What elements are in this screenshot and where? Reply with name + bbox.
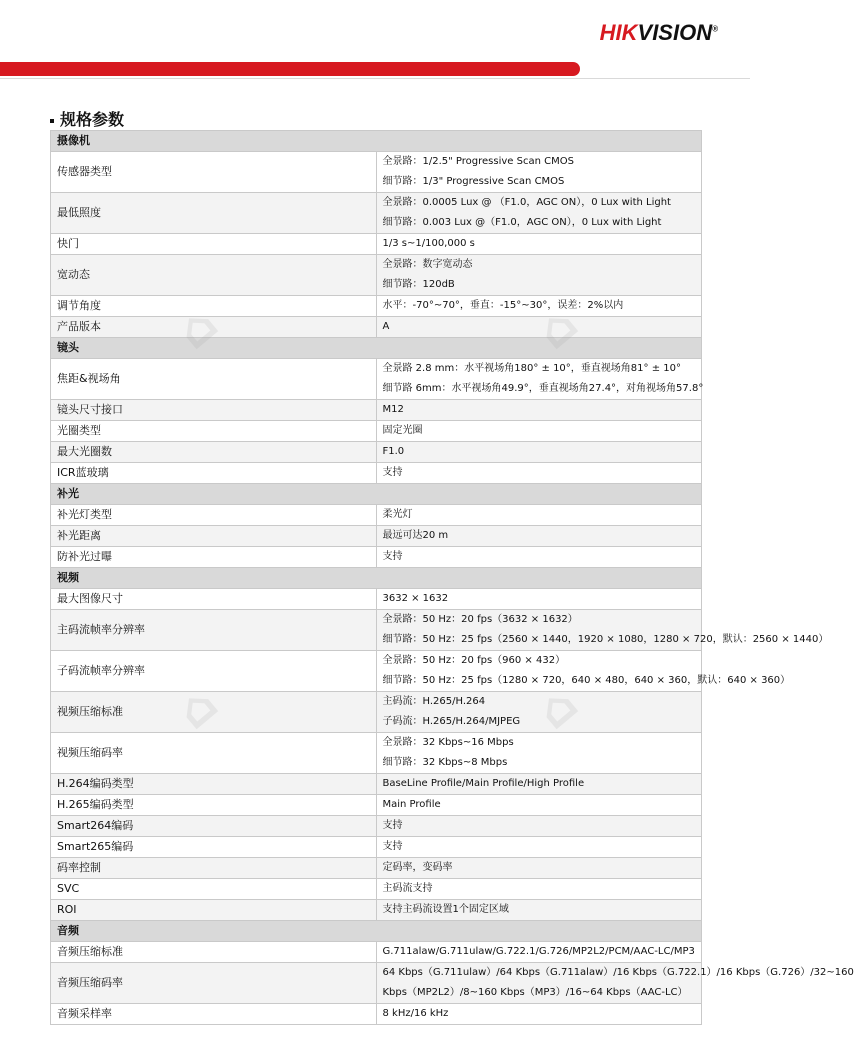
spec-row: [51, 733, 702, 774]
spec-row: [51, 795, 702, 816]
spec-value-line: 支持: [382, 467, 403, 478]
spec-value-line: 主码流：H.265/H.264: [382, 696, 486, 707]
spec-value-line: 支持: [382, 841, 403, 852]
header-divider: [0, 78, 750, 79]
spec-row: [51, 317, 702, 338]
spec-label: 镜头尺寸接口: [51, 400, 377, 421]
spec-label: 最大光圈数: [51, 442, 377, 463]
page-title: [50, 107, 124, 130]
section-header: 补光: [51, 484, 702, 505]
spec-value: [376, 400, 702, 421]
spec-value: [376, 837, 702, 858]
spec-value-line: 细节路：120dB: [382, 279, 455, 290]
spec-row: [51, 547, 702, 568]
spec-value: [376, 505, 702, 526]
spec-value-line: 支持: [382, 551, 403, 562]
brand-logo-mark: ®: [712, 24, 718, 34]
spec-row: [51, 234, 702, 255]
brand-logo-dark: VISION: [637, 20, 713, 45]
spec-value-line: 3632 × 1632: [382, 593, 449, 604]
spec-row: [51, 505, 702, 526]
section-header-row: [51, 568, 702, 589]
spec-value: [376, 234, 702, 255]
spec-label: ROI: [51, 900, 377, 921]
spec-value-line: 全景路：数字宽动态: [382, 259, 473, 270]
spec-value-line: 最远可达20 m: [382, 530, 449, 541]
spec-row: [51, 359, 702, 400]
page-title-text: 规格参数: [60, 110, 125, 129]
spec-value-line: 细节路：50 Hz：25 fps（2560 × 1440，1920 × 1080，1280 × 720，默认：2560 × 1440）: [382, 634, 829, 645]
spec-value-line: 细节路：50 Hz：25 fps（1280 × 720，640 × 480，640 × 360，默认：640 × 360）: [382, 675, 791, 686]
spec-value-line: 全景路：0.0005 Lux @ （F1.0，AGC ON），0 Lux with Light: [382, 197, 671, 208]
spec-value: [376, 610, 829, 651]
spec-row: [51, 942, 702, 963]
spec-label: 补光距离: [51, 526, 377, 547]
spec-label: SVC: [51, 879, 377, 900]
spec-value: [376, 193, 702, 234]
section-header: 摄像机: [51, 131, 702, 152]
spec-value: [376, 879, 702, 900]
section-header-row: [51, 338, 702, 359]
spec-value-line: 全景路：50 Hz：20 fps（960 × 432）: [382, 655, 566, 666]
spec-value: [376, 442, 702, 463]
spec-value: [376, 296, 702, 317]
spec-value-line: 柔光灯: [382, 509, 413, 520]
spec-value-line: 支持: [382, 820, 403, 831]
spec-row: [51, 610, 702, 651]
spec-row: [51, 255, 702, 296]
spec-row: [51, 692, 702, 733]
spec-label: ICR蓝玻璃: [51, 463, 377, 484]
section-header-row: [51, 131, 702, 152]
spec-value-line: 子码流：H.265/H.264/MJPEG: [382, 716, 521, 727]
spec-value: [376, 317, 702, 338]
spec-value-line: 支持主码流设置1个固定区域: [382, 904, 509, 915]
spec-value: [376, 547, 702, 568]
spec-row: [51, 526, 702, 547]
spec-label: 防补光过曝: [51, 547, 377, 568]
section-header: 镜头: [51, 338, 702, 359]
spec-row: [51, 152, 702, 193]
spec-value-line: 固定光圈: [382, 425, 423, 436]
spec-row: [51, 900, 702, 921]
spec-label: 最大图像尺寸: [51, 589, 377, 610]
spec-value: [376, 795, 702, 816]
spec-value-line: F1.0: [382, 446, 405, 457]
spec-value-line: 全景路：32 Kbps~16 Mbps: [382, 737, 514, 748]
spec-row: [51, 421, 702, 442]
spec-value-line: 水平：-70°~70°，垂直：-15°~30°，误差：2%以内: [382, 300, 624, 311]
spec-value: [376, 359, 702, 400]
spec-label: 补光灯类型: [51, 505, 377, 526]
spec-row: [51, 193, 702, 234]
spec-row: [51, 442, 702, 463]
spec-label: 光圈类型: [51, 421, 377, 442]
spec-row: [51, 1004, 702, 1025]
spec-value: [376, 589, 702, 610]
spec-value: [376, 463, 702, 484]
spec-label: 调节角度: [51, 296, 377, 317]
spec-value-line: 全景路：1/2.5" Progressive Scan CMOS: [382, 156, 574, 167]
spec-value-line: 1/3 s~1/100,000 s: [382, 238, 475, 249]
spec-value-line: A: [382, 321, 390, 332]
spec-value-line: Kbps（MP2L2）/8~160 Kbps（MP3）/16~64 Kbps（AAC-LC）: [382, 987, 688, 998]
spec-row: [51, 963, 702, 1004]
spec-value: [376, 816, 702, 837]
spec-label: 音频采样率: [51, 1004, 377, 1025]
spec-value-line: 8 kHz/16 kHz: [382, 1008, 449, 1019]
spec-label: H.264编码类型: [51, 774, 377, 795]
spec-value-line: Main Profile: [382, 799, 441, 810]
spec-value-line: M12: [382, 404, 404, 415]
spec-value: [376, 526, 702, 547]
spec-value: [376, 152, 702, 193]
spec-value: [376, 733, 702, 774]
spec-row: [51, 816, 702, 837]
brand-logo-red: HIK: [599, 20, 638, 45]
spec-row: [51, 837, 702, 858]
spec-label: 码率控制: [51, 858, 377, 879]
spec-label: 子码流帧率分辨率: [51, 651, 377, 692]
spec-label: Smart265编码: [51, 837, 377, 858]
spec-label: 宽动态: [51, 255, 377, 296]
spec-value: [376, 255, 702, 296]
spec-label: 快门: [51, 234, 377, 255]
spec-value-line: 定码率，变码率: [382, 862, 453, 873]
spec-table: [50, 130, 854, 1025]
spec-row: [51, 774, 702, 795]
spec-label: 最低照度: [51, 193, 377, 234]
spec-value-line: 64 Kbps（G.711ulaw）/64 Kbps（G.711alaw）/16 Kbps（G.722.1）/16 Kbps（G.726）/32~160: [382, 967, 854, 978]
spec-label: 主码流帧率分辨率: [51, 610, 377, 651]
spec-value-line: G.711alaw/G.711ulaw/G.722.1/G.726/MP2L2/PCM/AAC-LC/MP3: [382, 946, 695, 957]
spec-value-line: 全景路：50 Hz：20 fps（3632 × 1632）: [382, 614, 578, 625]
spec-row: [51, 463, 702, 484]
spec-label: 音频压缩码率: [51, 963, 377, 1004]
spec-row: [51, 589, 702, 610]
section-header-row: [51, 484, 702, 505]
spec-value: [376, 651, 791, 692]
spec-value: [376, 900, 702, 921]
spec-value-line: 细节路：0.003 Lux @（F1.0，AGC ON），0 Lux with Light: [382, 217, 662, 228]
spec-value: [376, 1004, 702, 1025]
spec-value-line: 主码流支持: [382, 883, 433, 894]
spec-row: [51, 400, 702, 421]
spec-value: [376, 774, 702, 795]
section-header-row: [51, 921, 702, 942]
spec-value: [376, 692, 702, 733]
spec-label: 产品版本: [51, 317, 377, 338]
title-bullet-icon: [50, 119, 54, 123]
spec-value-line: 细节路：1/3" Progressive Scan CMOS: [382, 176, 565, 187]
brand-logo: [600, 20, 718, 46]
spec-label: 焦距&视场角: [51, 359, 377, 400]
spec-row: [51, 651, 702, 692]
spec-label: 传感器类型: [51, 152, 377, 193]
spec-label: 音频压缩标准: [51, 942, 377, 963]
spec-value: [376, 421, 702, 442]
spec-value: [376, 942, 702, 963]
spec-label: H.265编码类型: [51, 795, 377, 816]
spec-value: [376, 858, 702, 879]
section-header: 视频: [51, 568, 702, 589]
spec-row: [51, 858, 702, 879]
spec-row: [51, 296, 702, 317]
spec-value-line: 全景路 2.8 mm：水平视场角180° ± 10°，垂直视场角81° ± 10°: [382, 363, 681, 374]
spec-value-line: 细节路：32 Kbps~8 Mbps: [382, 757, 508, 768]
section-header: 音频: [51, 921, 702, 942]
spec-label: 视频压缩码率: [51, 733, 377, 774]
spec-row: [51, 879, 702, 900]
header-red-bar: [0, 62, 580, 76]
spec-label: 视频压缩标准: [51, 692, 377, 733]
spec-label: Smart264编码: [51, 816, 377, 837]
spec-value-line: BaseLine Profile/Main Profile/High Profile: [382, 778, 585, 789]
spec-value: [376, 963, 854, 1004]
spec-value-line: 细节路 6mm：水平视场角49.9°，垂直视场角27.4°，对角视场角57.8°: [382, 383, 704, 394]
